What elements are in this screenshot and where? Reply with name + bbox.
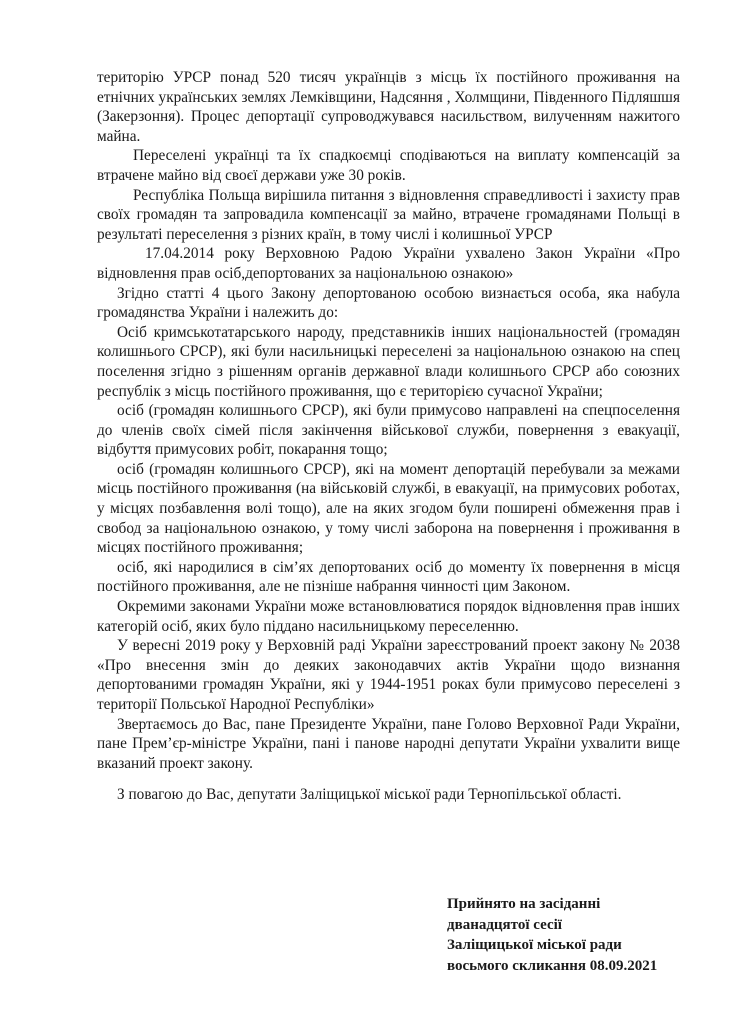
paragraph-compensation-hope: Переселені українці та їх спадкоємці сподіваються на виплату компенсацій за втрачене майно від своєї держави уже 30 років. <box>97 147 680 184</box>
paragraph-closing: З повагою до Вас, депутати Заліщицької міської ради Тернопільської області. <box>117 786 622 804</box>
adoption-note-line: Заліщицької міської ради <box>447 937 622 953</box>
paragraph-poland-compensation: Республіка Польща вирішила питання з відновлення справедливості і захисту прав своїх громадян та запровадила компенсації за майно, втрачене громадянами Польщі в результаті переселення з різних країн, в тому числі і колишньої УРСР <box>97 186 680 243</box>
paragraph-deportation-intro: територію УРСР понад 520 тисяч українців з місць їх постійного проживання на етнічних українських землях Лемківщини, Надсяння , Холмщини, Південного Підляшшя (Закерзоння). Процес депортації супроводжувався насильством, вилученням нажитого майна. <box>97 69 680 145</box>
paragraph-bill-2038: У вересні 2019 року у Верховній раді України зареєстрований проект закону № 2038 «Про внесення змін до деяких законодавчих актів України щодо визнання депортованими громадян України, які у 1944-1951 роках були примусово переселені з території Польської Народної Республіки» <box>97 637 680 713</box>
paragraph-category-outside-residence: осіб (громадян колишнього СРСР), які на момент депортацій перебували за межами місць постійного проживання (на військовій службі, в евакуації, на примусових роботах, у місцях позбавлення волі тощо), але на яких згодом були поширені обмеження прав і свобод за національною ознакою, у тому числі заборона на повернення і проживання в місцях постійного проживання; <box>97 460 680 557</box>
adoption-note-line: дванадцятої сесії <box>447 916 562 933</box>
paragraph-separate-laws: Окремими законами України може встановлюватися порядок відновлення прав інших категорій осіб, яких було піддано насильницькому переселенню. <box>97 598 680 635</box>
spacer <box>97 773 680 785</box>
paragraph-appeal: Звертаємось до Вас, пане Президенте України, пане Голово Верховної Ради України, пане Прем’єр-міністре України, пані і панове народні депутати України ухвалити вище вказаний проект закону. <box>97 715 680 772</box>
paragraph-category-special-settlement: осіб (громадян колишнього СРСР), які були примусово направлені на спецпоселення до членів своїх сімей після закінчення військової служби, повернення з евакуації, відбуття примусових робіт, покарання тощо; <box>97 402 680 459</box>
paragraph-category-crimean-tatars: Осіб кримськотатарського народу, представників інших національностей (громадян колишнього СРСР), які були насильницькі переселені за національною ознакою на спец поселення згідно з рішенням органів державної влади колишнього СРСР або союзних республік з місць постійного проживання, що є територією сучасної України; <box>97 323 680 400</box>
adoption-note-line: Прийнято на засіданні <box>447 896 601 912</box>
letter-body <box>97 68 680 805</box>
paragraph-law-2014: 17.04.2014 року Верховною Радою України ухвалено Закон України «Про відновлення прав осіб,депортованих за національною ознакою» <box>97 245 680 282</box>
adoption-note <box>447 894 707 976</box>
paragraph-category-born-in-families: осіб, які народилися в сім’ях депортованих осіб до моменту їх повернення в місця постійного проживання, але не пізніше набрання чинності цим Законом. <box>97 558 680 596</box>
adoption-note-line: восьмого скликання 08.09.2021 <box>447 957 658 974</box>
paragraph-article-4: Згідно статті 4 цього Закону депортованою особою визнається особа, яка набула громадянства України і належить до: <box>97 284 680 322</box>
